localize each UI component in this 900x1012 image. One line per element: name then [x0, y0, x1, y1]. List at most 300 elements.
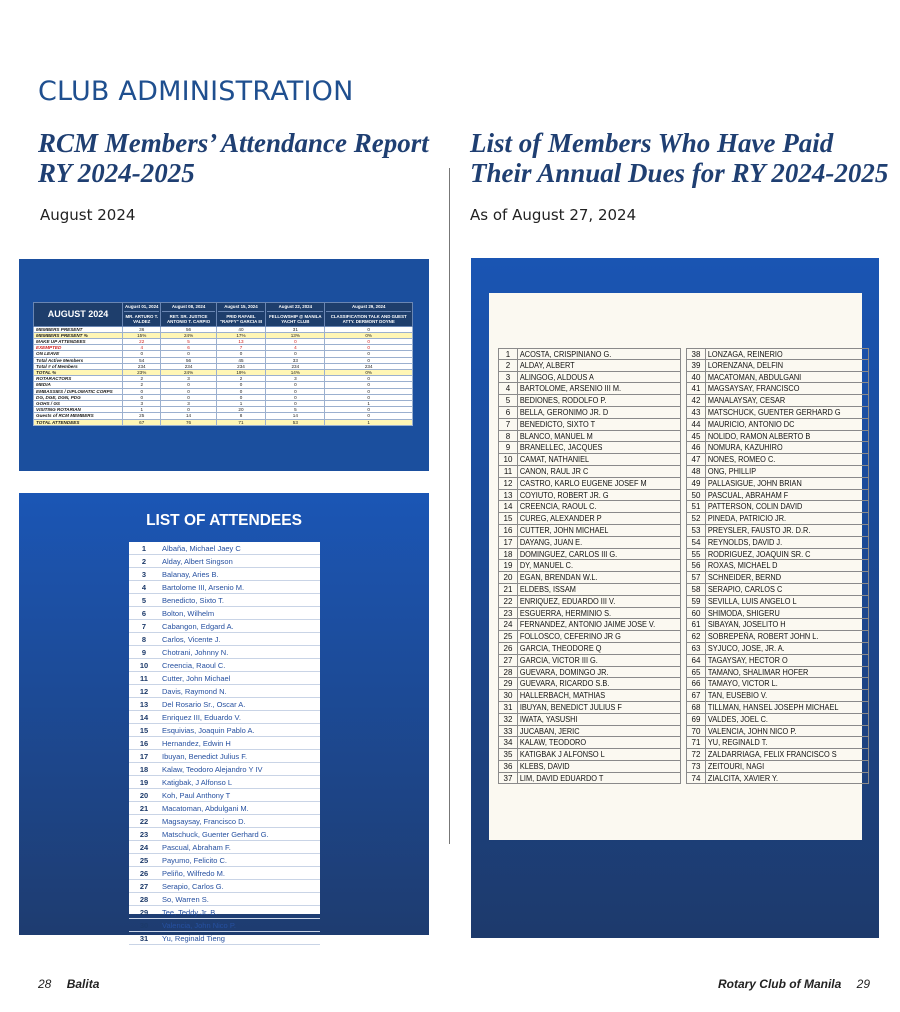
dues-member-name: PREYSLER, FAUSTO JR. D.R.	[707, 525, 811, 535]
dues-member-name: SYJUCO, JOSE, JR. A.	[707, 643, 785, 653]
dues-member-name: SCHNEIDER, BERND	[707, 573, 782, 583]
dues-row	[498, 490, 681, 502]
attendance-cell: 0%	[325, 332, 413, 338]
dues-member-name: LORENZANA, DELFIN	[707, 360, 784, 370]
dues-number: 31	[499, 702, 518, 713]
dues-row	[686, 549, 869, 561]
attendance-row	[34, 419, 413, 425]
attendance-cell: 0	[325, 338, 413, 344]
attendee-name: Bolton, Wilhelm	[162, 608, 215, 618]
attendance-cell: 36	[123, 326, 161, 332]
dues-number: 1	[499, 349, 518, 359]
attendance-cell: 13	[216, 338, 266, 344]
attendance-cell: 4	[266, 345, 325, 351]
dues-member-name: BELLA, GERONIMO JR. D	[519, 407, 609, 417]
dues-member-name: CUREG, ALEXANDER P	[519, 514, 602, 524]
attendee-row	[129, 555, 320, 568]
attendance-cell: 0	[266, 351, 325, 357]
dues-number: 20	[499, 572, 518, 583]
dues-member-name: VALENCIA, JOHN NICO P.	[707, 726, 797, 736]
attendee-number: 25	[139, 855, 149, 865]
dues-member-name: SERAPIO, CARLOS C	[707, 584, 783, 594]
dues-row	[686, 407, 869, 419]
publication-title: Balita	[66, 977, 100, 991]
dues-row	[498, 702, 681, 714]
dues-number: 11	[499, 466, 518, 477]
dues-row	[686, 572, 869, 584]
footer-right	[718, 977, 870, 991]
attendance-month: AUGUST 2024	[34, 303, 123, 327]
dues-number: 67	[687, 690, 706, 701]
dues-row	[686, 761, 869, 773]
dues-row	[686, 608, 869, 620]
dues-member-name: CREENCIA, RAOUL C.	[519, 502, 597, 512]
dues-member-name: HALLERBACH, MATHIAS	[519, 691, 606, 701]
attendance-cell: 0	[266, 338, 325, 344]
dues-number: 12	[499, 478, 518, 489]
dues-member-name: DOMINGUEZ, CARLOS III G.	[519, 549, 618, 559]
footer-left	[38, 977, 99, 991]
dues-member-name: YU, REGINALD T.	[707, 738, 768, 748]
attendance-cell: 24%	[161, 332, 216, 338]
attendance-column-header	[266, 303, 325, 327]
dues-number: 58	[687, 584, 706, 595]
dues-row	[498, 584, 681, 596]
dues-row	[686, 678, 869, 690]
dues-number: 48	[687, 466, 706, 477]
paid-dues-subtitle: As of August 27, 2024	[470, 206, 637, 224]
dues-member-name: GUEVARA, DOMINGO JR.	[519, 667, 609, 677]
attendance-cell: 14%	[266, 369, 325, 375]
attendee-name: Peliño, Wilfredo M.	[162, 868, 225, 878]
attendee-number: 22	[139, 816, 149, 826]
dues-number: 26	[499, 643, 518, 654]
attendee-name: Serapio, Carlos G.	[162, 881, 224, 891]
attendance-cell: 0	[216, 351, 266, 357]
attendees-title: LIST OF ATTENDEES	[146, 512, 302, 529]
dues-number: 59	[687, 596, 706, 607]
dues-member-name: NOMURA, KAZUHIRO	[707, 443, 783, 453]
dues-column-2	[686, 348, 869, 784]
attendee-row	[129, 685, 320, 698]
dues-row	[686, 478, 869, 490]
attendance-cell: 234	[325, 363, 413, 369]
attendance-row-label: DG, DGE, DGN, PDG	[34, 394, 123, 400]
dues-row	[498, 360, 681, 372]
attendance-column-header	[325, 303, 413, 327]
dues-number: 71	[687, 737, 706, 748]
dues-member-name: COYIUTO, ROBERT JR. G	[519, 490, 609, 500]
dues-row	[686, 525, 869, 537]
dues-row	[498, 596, 681, 608]
attendance-table	[33, 302, 413, 426]
attendee-name: Magsaysay, Francisco D.	[162, 816, 246, 826]
dues-number: 25	[499, 631, 518, 642]
dues-row	[686, 419, 869, 431]
dues-row	[686, 360, 869, 372]
attendee-number: 8	[141, 634, 147, 644]
dues-number: 53	[687, 525, 706, 536]
dues-row	[498, 655, 681, 667]
attendance-cell: 56	[161, 357, 216, 363]
dues-member-name: KATIGBAK J ALFONSO L	[519, 750, 605, 760]
attendance-cell: 5	[266, 407, 325, 413]
dues-row	[498, 372, 681, 384]
attendee-row	[129, 802, 320, 815]
attendance-cell: 15%	[123, 332, 161, 338]
dues-member-name: JUCABAN, JERIC	[519, 726, 580, 736]
attendance-column-header	[123, 303, 161, 327]
attendance-cell: 234	[123, 363, 161, 369]
attendance-cell: 6	[161, 345, 216, 351]
dues-member-name: ENRIQUEZ, EDUARDO III V.	[519, 596, 616, 606]
dues-number: 15	[499, 513, 518, 524]
dues-member-name: REYNOLDS, DAVID J.	[707, 537, 783, 547]
dues-number: 30	[499, 690, 518, 701]
dues-row	[686, 383, 869, 395]
dues-number: 23	[499, 608, 518, 619]
dues-row	[498, 395, 681, 407]
dues-row	[498, 726, 681, 738]
dues-member-name: LIM, DAVID EDUARDO T	[519, 773, 604, 783]
attendee-name: Cutter, John Michael	[162, 673, 231, 683]
dues-member-name: CUTTER, JOHN MICHAEL	[519, 525, 609, 535]
attendance-column-date: August 15, 2024	[218, 304, 265, 312]
dues-row	[686, 714, 869, 726]
attendance-cell: 234	[216, 363, 266, 369]
dues-column-1	[498, 348, 681, 784]
attendance-cell: 76	[161, 419, 216, 425]
dues-member-name: TAGAYSAY, HECTOR O	[707, 655, 788, 665]
attendance-cell: 1	[325, 419, 413, 425]
attendance-cell: 0	[325, 357, 413, 363]
attendance-cell: 7	[216, 345, 266, 351]
dues-row	[498, 690, 681, 702]
dues-panel	[471, 258, 879, 938]
dues-number: 13	[499, 490, 518, 501]
dues-number: 51	[687, 501, 706, 512]
dues-row	[686, 442, 869, 454]
attendee-number: 31	[139, 933, 149, 943]
attendee-row	[129, 815, 320, 828]
attendee-row	[129, 607, 320, 620]
dues-member-name: SOBREPEÑA, ROBERT JOHN L.	[707, 632, 819, 642]
dues-number: 2	[499, 360, 518, 371]
attendance-cell: 0	[161, 394, 216, 400]
dues-member-name: CASTRO, KARLO EUGENE JOSEF M	[519, 478, 647, 488]
attendee-number: 3	[141, 569, 147, 579]
dues-number: 49	[687, 478, 706, 489]
dues-member-name: GARCIA, THEODORE Q	[519, 643, 602, 653]
attendee-number: 19	[139, 777, 149, 787]
attendee-row	[129, 620, 320, 633]
dues-row	[498, 383, 681, 395]
dues-member-name: MANALAYSAY, CESAR	[707, 396, 786, 406]
dues-number: 64	[687, 655, 706, 666]
attendance-cell: 19%	[216, 369, 266, 375]
dues-number: 4	[499, 383, 518, 394]
dues-row	[498, 773, 681, 785]
attendee-row	[129, 828, 320, 841]
attendee-name: Yu, Reginald Tieng	[162, 933, 225, 943]
dues-row	[498, 549, 681, 561]
dues-number: 19	[499, 560, 518, 571]
attendance-cell: 0	[325, 413, 413, 419]
dues-member-name: BENEDICTO, SIXTO T	[519, 419, 596, 429]
dues-member-name: ACOSTA, CRISPINIANO G.	[519, 350, 612, 359]
dues-member-name: EGAN, BRENDAN W.L.	[519, 573, 598, 583]
attendee-name: Hernandez, Edwin H	[162, 738, 231, 748]
attendee-number: 17	[139, 751, 149, 761]
dues-number: 24	[499, 619, 518, 630]
dues-member-name: NONES, ROMEO C.	[707, 455, 776, 465]
attendance-cell: 0	[266, 394, 325, 400]
attendance-column-header	[216, 303, 266, 327]
dues-number: 47	[687, 454, 706, 465]
dues-row	[498, 619, 681, 631]
dues-member-name: GARCIA, VICTOR III G.	[519, 655, 598, 665]
attendee-number: 26	[139, 868, 149, 878]
dues-member-name: VALDES, JOEL C.	[707, 714, 768, 724]
dues-row	[686, 501, 869, 513]
dues-row	[498, 667, 681, 679]
attendee-name: Valencia, John Nico P.	[162, 920, 236, 930]
attendance-cell: 17%	[216, 332, 266, 338]
attendance-cell: 0	[266, 388, 325, 394]
dues-number: 56	[687, 560, 706, 571]
attendee-name: So, Warren S.	[162, 894, 209, 904]
dues-member-name: SEVILLA, LUIS ANGELO L	[707, 596, 797, 606]
dues-number: 3	[499, 372, 518, 383]
attendee-number: 12	[139, 686, 149, 696]
attendance-cell: 3	[161, 376, 216, 382]
attendance-table-panel	[19, 259, 429, 471]
attendee-name: Koh, Paul Anthony T	[162, 790, 231, 800]
dues-member-name: TAMANO, SHALIMAR HOFER	[707, 667, 809, 677]
dues-member-name: FOLLOSCO, CEFERINO JR G	[519, 632, 621, 642]
dues-member-name: TAMAYO, VICTOR L.	[707, 679, 778, 689]
dues-row	[498, 761, 681, 773]
attendance-cell: 0	[123, 394, 161, 400]
dues-member-name: IWATA, YASUSHI	[519, 714, 578, 724]
dues-member-name: ELDEBS, ISSAM	[519, 584, 576, 594]
attendee-number: 27	[139, 881, 149, 891]
dues-row	[686, 702, 869, 714]
attendee-name: Pascual, Abraham F.	[162, 842, 231, 852]
attendance-row-label: GOHS / GS	[34, 400, 123, 406]
dues-number: 44	[687, 419, 706, 430]
dues-row	[498, 608, 681, 620]
attendance-row-label: TOTAL %	[34, 369, 123, 375]
dues-number: 34	[499, 737, 518, 748]
dues-row	[686, 619, 869, 631]
attendance-cell: 23%	[123, 369, 161, 375]
dues-row	[686, 466, 869, 478]
attendee-number: 30	[139, 920, 149, 930]
attendance-cell: 53	[266, 419, 325, 425]
dues-member-name: SHIMODA, SHIGERU	[707, 608, 780, 618]
dues-number: 52	[687, 513, 706, 524]
attendee-number: 6	[141, 608, 147, 618]
attendance-cell: 14	[266, 413, 325, 419]
dues-number: 54	[687, 537, 706, 548]
dues-number: 9	[499, 442, 518, 453]
attendee-name: Tee, Teddy Jr. B.	[162, 907, 218, 917]
dues-member-name: MAGSAYSAY, FRANCISCO	[707, 384, 800, 394]
dues-row	[686, 395, 869, 407]
dues-member-name: ALINGOG, ALDOUS A	[519, 372, 594, 382]
attendee-number: 29	[139, 907, 149, 917]
dues-row	[498, 431, 681, 443]
dues-row	[498, 714, 681, 726]
dues-member-name: SIBAYAN, JOSELITO H	[707, 620, 786, 630]
dues-number: 66	[687, 678, 706, 689]
dues-member-name: MACATOMAN, ABDULGANI	[707, 372, 802, 382]
attendee-number: 13	[139, 699, 149, 709]
attendee-name: Benedicto, Sixto T.	[162, 595, 224, 605]
dues-row	[498, 560, 681, 572]
dues-number: 27	[499, 655, 518, 666]
attendance-cell: 0	[161, 351, 216, 357]
attendee-number: 11	[140, 673, 148, 683]
attendee-name: Esquivias, Joaquin Pablo A.	[162, 725, 255, 735]
attendee-row	[129, 789, 320, 802]
attendance-cell: 0	[123, 388, 161, 394]
attendance-cell: 22	[123, 338, 161, 344]
dues-number: 22	[499, 596, 518, 607]
dues-row	[686, 490, 869, 502]
attendee-name: Payumo, Felicito C.	[162, 855, 228, 865]
attendee-row	[129, 698, 320, 711]
attendee-name: Albaña, Michael Jaey C	[162, 543, 241, 553]
attendance-cell: 56	[161, 326, 216, 332]
attendance-row-label: EXEMPTED	[34, 345, 123, 351]
attendance-cell: 3	[161, 400, 216, 406]
attendance-cell: 1	[216, 400, 266, 406]
attendee-number: 2	[141, 556, 147, 566]
dues-number: 10	[499, 454, 518, 465]
dues-row	[498, 631, 681, 643]
dues-member-name: MATSCHUCK, GUENTER GERHARD G	[707, 407, 841, 417]
dues-member-name: PATTERSON, COLIN DAVID	[707, 502, 803, 512]
attendance-cell: 1	[325, 400, 413, 406]
attendee-number: 20	[139, 790, 149, 800]
column-divider	[449, 168, 450, 844]
attendee-number: 1	[141, 543, 147, 553]
attendance-cell: 0	[325, 394, 413, 400]
dues-member-name: BRANELLEC, JACQUES	[519, 443, 603, 453]
dues-number: 40	[687, 372, 706, 383]
dues-number: 61	[687, 619, 706, 630]
attendee-row	[129, 893, 320, 906]
attendance-column-speaker: MR. ARTURO T. VALDEZ	[125, 313, 158, 324]
attendance-cell: 0	[325, 382, 413, 388]
dues-number: 70	[687, 726, 706, 737]
dues-member-name: NOLIDO, RAMON ALBERTO B	[707, 431, 811, 441]
attendee-row	[129, 594, 320, 607]
dues-member-name: TAN, EUSEBIO V.	[707, 691, 768, 701]
dues-row	[686, 372, 869, 384]
dues-member-name: LONZAGA, REINERIO	[707, 350, 783, 359]
dues-paper	[489, 293, 862, 840]
dues-member-name: BLANCO, MANUEL M	[519, 431, 593, 441]
attendance-cell: 13%	[266, 332, 325, 338]
attendance-cell: 2	[216, 376, 266, 382]
attendance-column-speaker: RET. SR. JUSTICE ANTONIO T. CARPIO	[167, 313, 211, 324]
attendee-number: 10	[139, 660, 149, 670]
attendee-number: 18	[139, 764, 149, 774]
dues-member-name: ESGUERRA, HERMINIO S.	[519, 608, 612, 618]
dues-number: 17	[499, 537, 518, 548]
dues-row	[498, 501, 681, 513]
dues-member-name: MAURICIO, ANTONIO DC	[707, 419, 795, 429]
attendee-row	[129, 906, 320, 919]
club-name: Rotary Club of Manila	[717, 977, 842, 991]
dues-number: 69	[687, 714, 706, 725]
attendee-row	[129, 659, 320, 672]
attendance-report-heading: RCM Members’ Attendance Report RY 2024-2025	[38, 128, 429, 188]
attendee-name: Creencia, Raoul C.	[162, 660, 226, 670]
attendance-cell: 25	[123, 413, 161, 419]
dues-number: 8	[499, 431, 518, 442]
dues-number: 36	[499, 761, 518, 772]
dues-member-name: CANON, RAUL JR C	[519, 466, 589, 476]
attendance-row-label: Total Active Members	[34, 357, 123, 363]
attendance-cell: 20	[216, 407, 266, 413]
dues-number: 6	[499, 407, 518, 418]
paid-dues-heading: List of Members Who Have Paid Their Annual Dues for RY 2024-2025	[470, 128, 889, 188]
dues-member-name: DY, MANUEL C.	[519, 561, 574, 571]
dues-member-name: RODRIGUEZ, JOAQUIN SR. C	[707, 549, 811, 559]
dues-row	[686, 643, 869, 655]
attendee-row	[129, 737, 320, 750]
dues-number: 65	[687, 667, 706, 678]
dues-row	[498, 454, 681, 466]
attendee-name: Kalaw, Teodoro Alejandro Y IV	[162, 764, 263, 774]
attendance-cell: 0	[325, 376, 413, 382]
attendance-cell: 0	[325, 326, 413, 332]
dues-row	[686, 737, 869, 749]
attendee-row	[129, 711, 320, 724]
attendance-cell: 3	[266, 376, 325, 382]
dues-number: 33	[499, 726, 518, 737]
attendance-cell: 31	[266, 326, 325, 332]
attendee-name: Del Rosario Sr., Oscar A.	[162, 699, 246, 709]
attendance-cell: 0	[216, 382, 266, 388]
dues-member-name: FERNANDEZ, ANTONIO JAIME JOSE V.	[519, 620, 656, 630]
dues-number: 39	[687, 360, 706, 371]
dues-row	[686, 726, 869, 738]
dues-row	[498, 442, 681, 454]
attendee-name: Chotrani, Johnny N.	[162, 647, 229, 657]
attendee-row	[129, 854, 320, 867]
attendance-cell: 4	[123, 345, 161, 351]
dues-member-name: ZIALCITA, XAVIER Y.	[707, 773, 779, 783]
attendees-panel	[19, 493, 429, 943]
dues-number: 55	[687, 549, 706, 560]
dues-row	[498, 478, 681, 490]
attendance-cell: 33	[266, 357, 325, 363]
dues-member-name: CAMAT, NATHANIEL	[519, 455, 590, 465]
attendance-cell: 54	[123, 357, 161, 363]
attendance-cell: 8	[216, 413, 266, 419]
dues-row	[498, 348, 681, 360]
dues-number: 62	[687, 631, 706, 642]
dues-member-name: PALLASIGUE, JOHN BRIAN	[707, 478, 802, 488]
attendance-cell: 2	[123, 376, 161, 382]
attendance-cell: 0%	[325, 369, 413, 375]
attendance-column-date: August 22, 2024	[267, 304, 323, 312]
